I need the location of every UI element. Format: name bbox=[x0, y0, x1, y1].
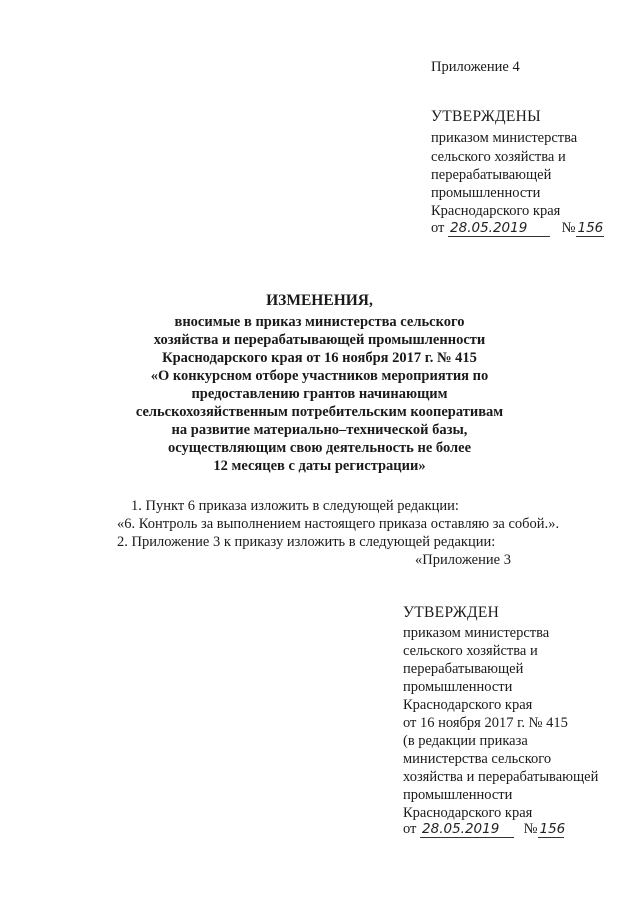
approval-date-line bbox=[403, 820, 564, 838]
approval-line: хозяйства и перерабатывающей bbox=[403, 769, 599, 785]
title-line: на развитие материально–технической базы, bbox=[171, 422, 468, 438]
body-item: 1. Пункт 6 приказа изложить в следующей редакции: bbox=[131, 498, 459, 514]
appendix-label: Приложение 4 bbox=[431, 59, 520, 75]
handwritten-number: 156 bbox=[539, 821, 566, 837]
approval-line: перерабатывающей bbox=[403, 661, 524, 677]
number-prefix: № bbox=[561, 220, 576, 236]
approval-line: от 16 ноября 2017 г. № 415 bbox=[403, 715, 568, 731]
title-line: сельскохозяйственным потребительским кооперативам bbox=[135, 404, 504, 420]
date-prefix: от bbox=[431, 220, 445, 236]
body-item: 2. Приложение 3 к приказу изложить в следующей редакции: bbox=[117, 534, 496, 550]
approval-line: Краснодарского края bbox=[403, 805, 533, 821]
title-line: хозяйства и перерабатывающей промышленности bbox=[153, 332, 486, 348]
approval-line: промышленности bbox=[431, 185, 541, 201]
approval-date-line bbox=[431, 219, 604, 237]
handwritten-date: 28.05.2019 bbox=[420, 821, 514, 838]
approval-line: Краснодарского края bbox=[431, 203, 561, 219]
approval-line: сельского хозяйства и bbox=[403, 643, 538, 659]
approval-line: Краснодарского края bbox=[403, 697, 533, 713]
title-line: осуществляющим свою деятельность не более bbox=[167, 440, 472, 456]
title-line: 12 месяцев с даты регистрации» bbox=[213, 458, 426, 474]
approved-heading: УТВЕРЖДЕНЫ bbox=[431, 108, 541, 125]
appendix-reference: «Приложение 3 bbox=[415, 552, 511, 568]
title-line: Краснодарского края от 16 ноября 2017 г. № 415 bbox=[162, 350, 477, 366]
approval-line: (в редакции приказа bbox=[403, 733, 528, 749]
approval-line: промышленности bbox=[403, 679, 513, 695]
body-item: «6. Контроль за выполнением настоящего приказа оставляю за собой.». bbox=[117, 516, 560, 532]
number-prefix: № bbox=[523, 821, 538, 837]
document-title: ИЗМЕНЕНИЯ, bbox=[266, 292, 373, 309]
date-prefix: от bbox=[403, 821, 417, 837]
handwritten-number: 156 bbox=[577, 220, 604, 236]
approval-line: министерства сельского bbox=[403, 751, 552, 767]
approved-heading: УТВЕРЖДЕН bbox=[403, 604, 500, 621]
title-line: вносимые в приказ министерства сельского bbox=[174, 314, 465, 330]
title-line: предоставлению грантов начинающим bbox=[191, 386, 448, 402]
approval-line: сельского хозяйства и bbox=[431, 149, 566, 165]
handwritten-date: 28.05.2019 bbox=[448, 220, 550, 237]
approval-line: промышленности bbox=[403, 787, 513, 803]
approval-line: приказом министерства bbox=[431, 130, 578, 146]
approval-line: перерабатывающей bbox=[431, 167, 552, 183]
approval-line: приказом министерства bbox=[403, 625, 550, 641]
title-line: «О конкурсном отборе участников мероприятия по bbox=[150, 368, 489, 384]
